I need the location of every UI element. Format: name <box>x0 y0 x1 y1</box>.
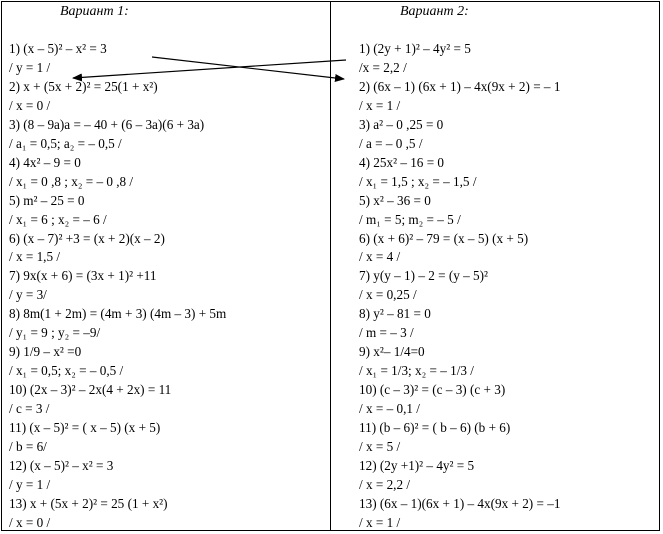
answer-line: / x = 0 / <box>9 514 51 530</box>
equation-line: 3) a² – 0 ,25 = 0 <box>359 116 444 132</box>
answer-line: / b = 6/ <box>9 438 47 454</box>
answer-line: / x = 1 / <box>359 97 401 113</box>
answer-line: / x = – 0,1 / <box>359 401 420 417</box>
equation-line: 10) (2x – 3)² – 2x(4 + 2x) = 11 <box>9 382 172 398</box>
variant1-title: Вариант 1: <box>60 4 129 19</box>
equation-line: 2) (6x – 1) (6x + 1) – 4x(9x + 2) = – 1 <box>359 78 561 94</box>
equation-line: 7) y(y – 1) – 2 = (y – 5)² <box>359 268 488 284</box>
equation-line: 13) x + (5x + 2)² = 25 (1 + x²) <box>9 495 168 511</box>
answer-line: / x = 0 / <box>9 97 51 113</box>
answer-line: / x = 0,25 / <box>359 287 417 303</box>
answer-line: / y₁ = 9 ; y₂ = –9/ <box>9 325 101 341</box>
answer-line: / x₁ = 1/3; x₂ = – 1/3 / <box>359 363 474 379</box>
answer-line: / x₁ = 1,5 ; x₂ = – 1,5 / <box>359 173 477 189</box>
equation-line: 1) (x – 5)² – x² = 3 <box>9 41 107 56</box>
equation-line: 1) (2y + 1)² – 4y² = 5 <box>359 41 471 56</box>
answer-line: / x₁ = 6 ; x₂ = – 6 / <box>9 211 107 227</box>
equation-line: 9) x²– 1/4=0 <box>359 344 425 360</box>
equation-line: 9) 1/9 – x² =0 <box>9 344 82 360</box>
equation-line: 5) m² – 25 = 0 <box>9 192 85 208</box>
equation-line: 4) 25x² – 16 = 0 <box>359 154 445 170</box>
equation-line: 12) (2y +1)² – 4y² = 5 <box>359 457 475 473</box>
answer-line: / m₁ = 5; m₂ = – 5 / <box>359 211 461 227</box>
answer-line: / y = 1 / <box>9 476 51 492</box>
equation-line: 13) (6x – 1)(6x + 1) – 4x(9x + 2) = –1 <box>359 495 561 511</box>
equation-line: 11) (x – 5)² = ( x – 5) (x + 5) <box>9 420 161 435</box>
answer-line: / x = 2,2 / <box>359 476 411 492</box>
answer-line: / x₁ = 0,5; x₂ = – 0,5 / <box>9 363 124 379</box>
equation-line: 4) 4x² – 9 = 0 <box>9 154 81 170</box>
answer-line: / m = – 3 / <box>359 325 414 341</box>
answer-line: / x = 1,5 / <box>9 249 61 265</box>
answer-line: / x = 5 / <box>359 438 401 454</box>
answer-line: / c = 3 / <box>9 401 50 417</box>
variant2-title: Вариант 2: <box>400 4 469 19</box>
equation-line: 7) 9x(x + 6) = (3x + 1)² +11 <box>9 268 157 284</box>
equation-line: 6) (x – 7)² +3 = (x + 2)(x – 2) <box>9 230 165 246</box>
equation-line: 6) (x + 6)² – 79 = (x – 5) (x + 5) <box>359 230 529 246</box>
equation-line: 11) (b – 6)² = ( b – 6) (b + 6) <box>359 420 511 435</box>
answer-line: / a = – 0 ,5 / <box>359 135 423 151</box>
answer-line: / a₁ = 0,5; a₂ = – 0,5 / <box>9 135 122 151</box>
equation-line: 10) (c – 3)² = (c – 3) (c + 3) <box>359 382 506 398</box>
answer-line: / x = 1 / <box>359 514 401 530</box>
answer-line: / y = 1 / <box>9 60 51 75</box>
answer-line: / x = 4 / <box>359 249 401 265</box>
equation-line: 2) x + (5x + 2)² = 25(1 + x²) <box>9 78 158 94</box>
answer-line: /x = 2,2 / <box>359 60 407 75</box>
equation-line: 3) (8 – 9a)a = – 40 + (6 – 3a)(6 + 3a) <box>9 116 205 132</box>
equation-line: 5) x² – 36 = 0 <box>359 192 431 208</box>
column-divider <box>330 1 331 531</box>
equation-line: 8) 8m(1 + 2m) = (4m + 3) (4m – 3) + 5m <box>9 306 227 322</box>
equation-line: 8) y² – 81 = 0 <box>359 306 431 322</box>
equation-line: 12) (x – 5)² – x² = 3 <box>9 457 114 473</box>
answer-line: / y = 3/ <box>9 287 47 303</box>
answer-line: / x₁ = 0 ,8 ; x₂ = – 0 ,8 / <box>9 173 134 189</box>
